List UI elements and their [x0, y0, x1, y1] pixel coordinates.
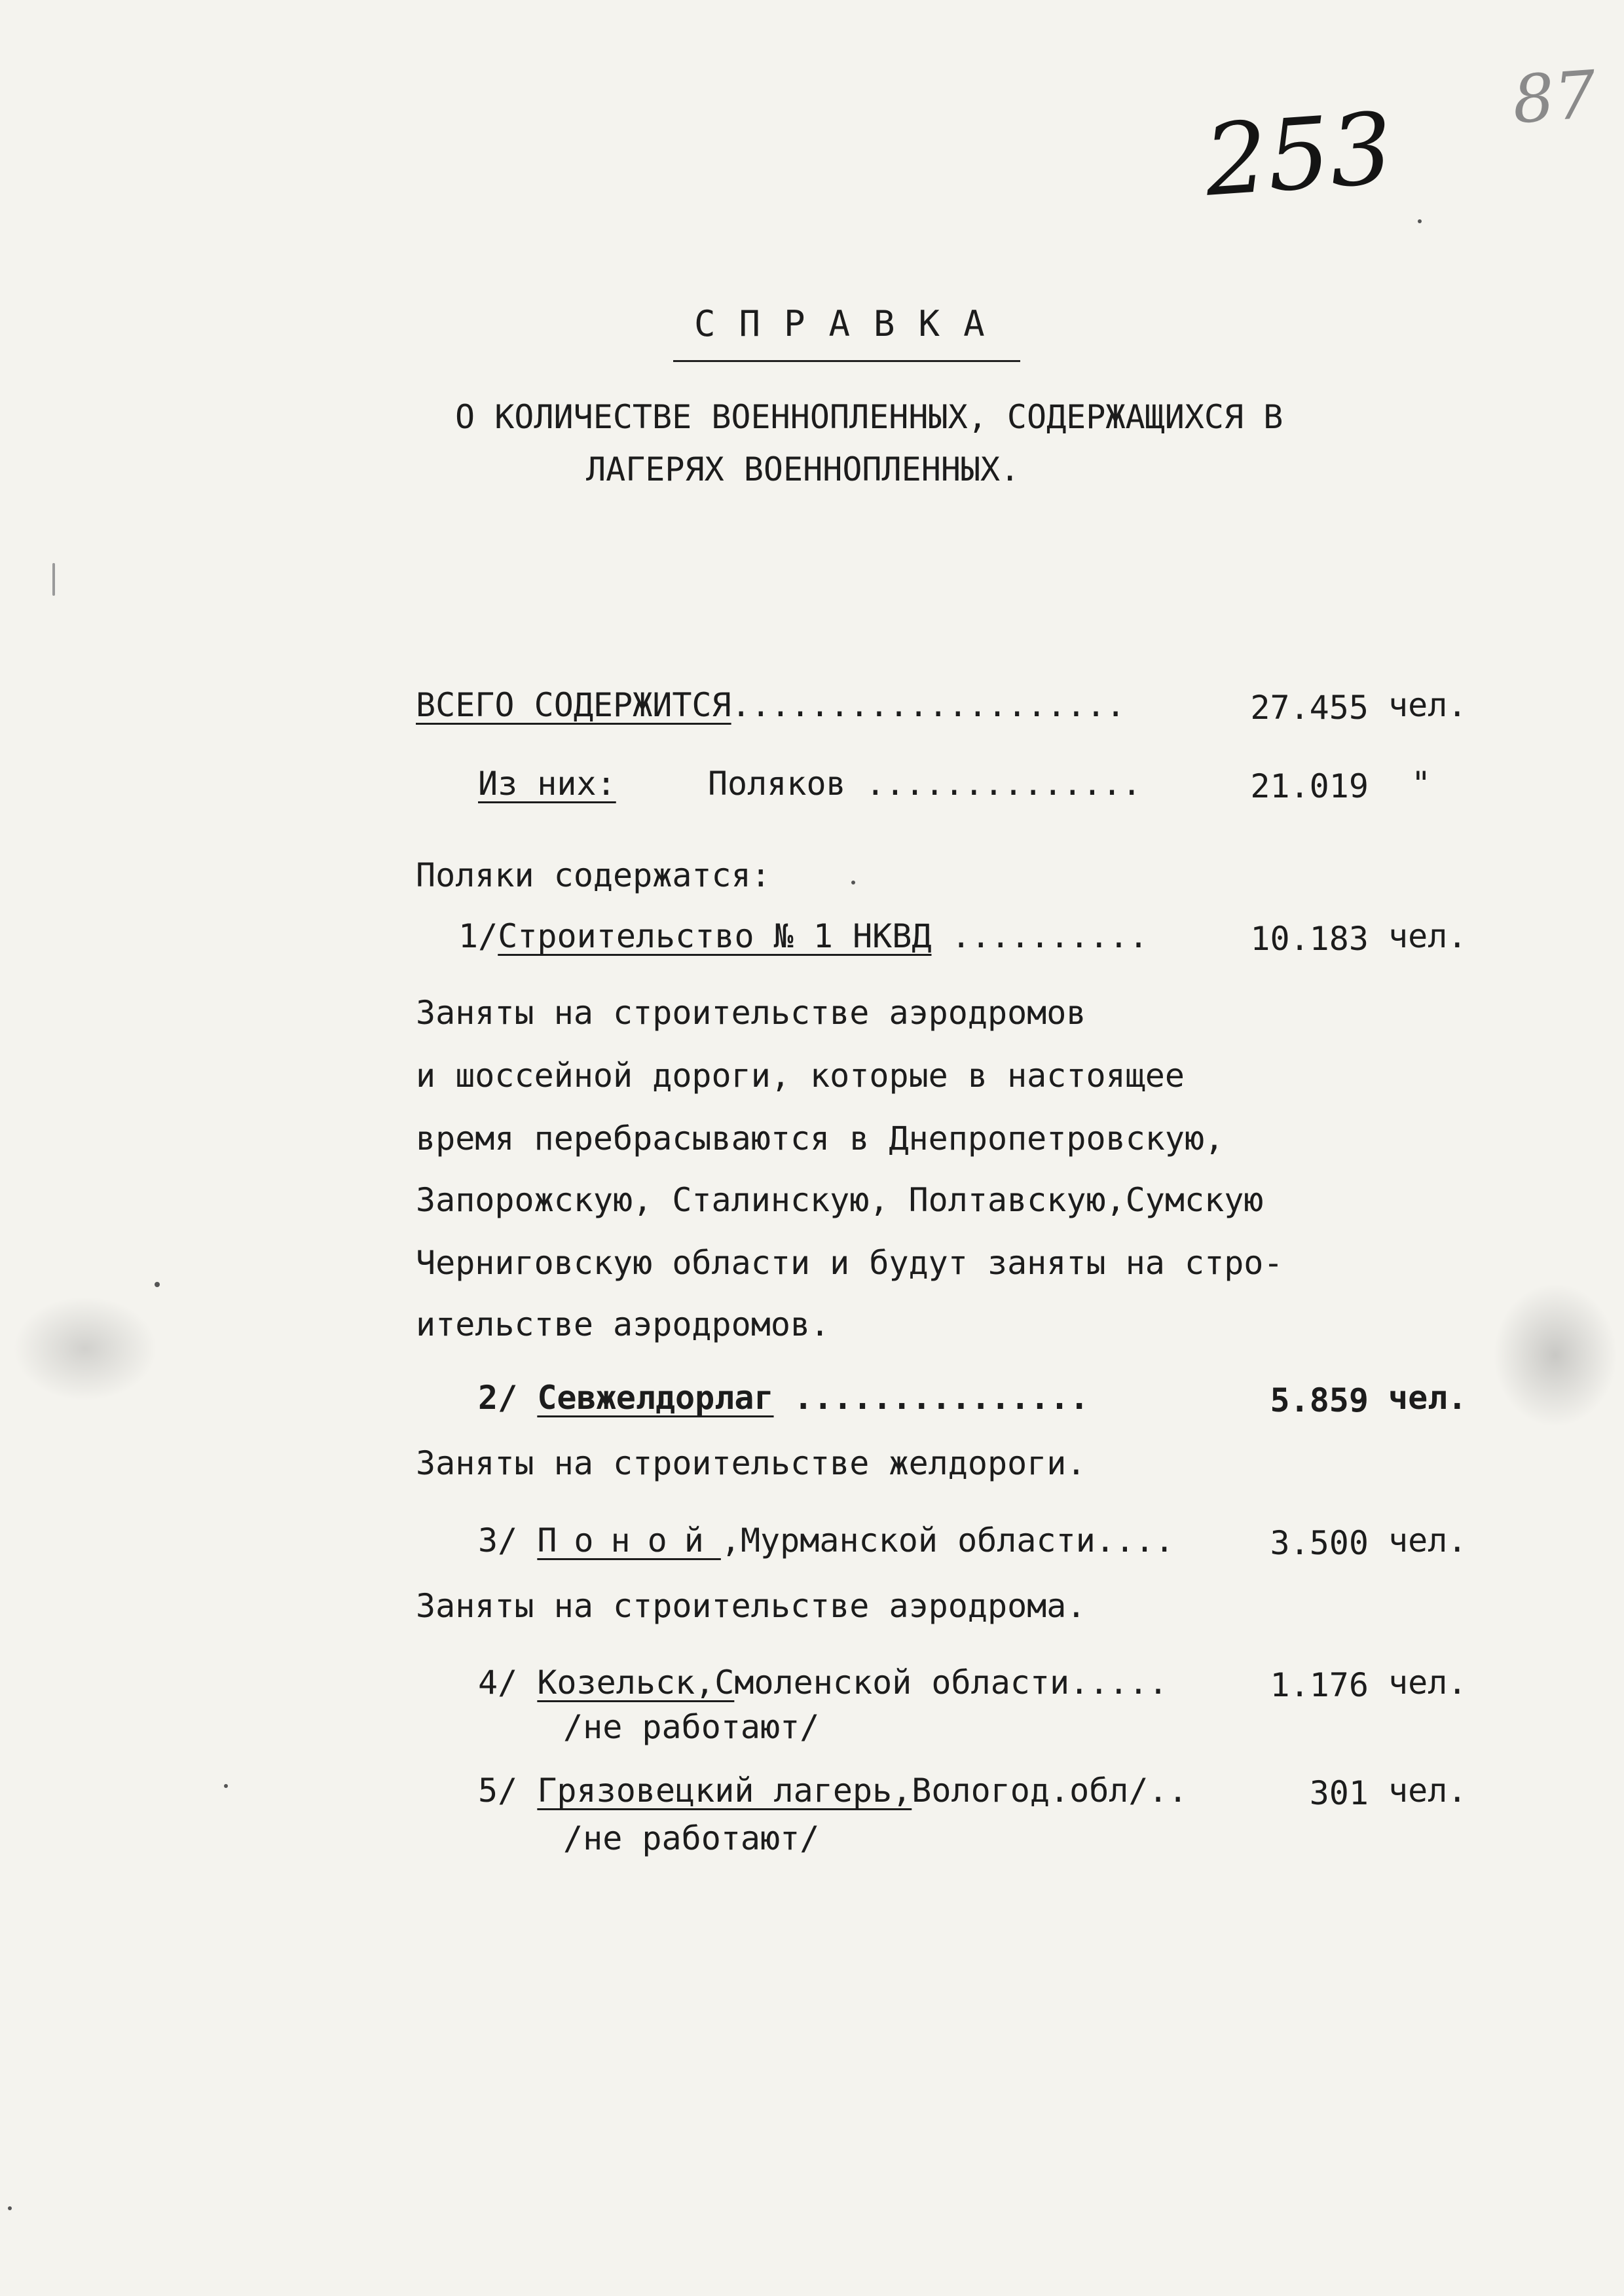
- entry-4-name: Козельск,С: [537, 1664, 735, 1702]
- scan-speck: [851, 881, 855, 884]
- total-unit: чел.: [1388, 686, 1467, 724]
- entry-1-name: Строительство № 1 НКВД: [498, 917, 932, 955]
- entry-5-suffix: Вологод.обл/..: [912, 1772, 1188, 1810]
- entry-3-name: Поной: [537, 1522, 721, 1559]
- entry-1-note-1: Заняты на строительстве аэродромов: [416, 994, 1086, 1032]
- scan-smudge-right: [1493, 1283, 1617, 1427]
- entry-3-note-1: Заняты на строительстве аэродрома.: [416, 1587, 1086, 1625]
- entry-3-value: 3.500: [1270, 1524, 1369, 1562]
- scan-speck: [8, 2206, 12, 2210]
- poles-header: Поляки содержатся:: [416, 856, 771, 894]
- entry-1-note-4: Запорожскую, Сталинскую, Полтавскую,Сумскую: [416, 1181, 1264, 1219]
- entry-4-unit: чел.: [1388, 1664, 1467, 1702]
- entry-1-number: 1/: [458, 917, 498, 955]
- total-value: 27.455: [1250, 689, 1369, 727]
- entry-1-note-5: Черниговскую области и будут заняты на стро-: [416, 1244, 1283, 1282]
- poles-label: Поляков: [707, 765, 846, 803]
- scan-smudge-left: [13, 1296, 157, 1401]
- entry-3-number: 3/: [478, 1522, 518, 1559]
- total-row: [416, 686, 1126, 724]
- entry-2-number: 2/: [478, 1379, 518, 1417]
- entry-1-note-6: ительстве аэродромов.: [416, 1305, 830, 1343]
- document-subtitle-line2: ЛАГЕРЯХ ВОЕННОПЛЕННЫХ.: [586, 450, 1020, 488]
- entry-1-dots: ..........: [931, 917, 1149, 955]
- entry-1-unit: чел.: [1388, 917, 1467, 955]
- scan-speck: [155, 1282, 160, 1287]
- total-dots: ....................: [731, 686, 1126, 724]
- scan-speck: [52, 563, 55, 596]
- document-subtitle-line1: О КОЛИЧЕСТВЕ ВОЕННОПЛЕННЫХ, СОДЕРЖАЩИХСЯ В: [455, 398, 1283, 436]
- entry-2-row: [478, 1379, 1090, 1417]
- entry-5-row: [478, 1772, 1188, 1810]
- entry-4-value: 1.176: [1270, 1666, 1369, 1704]
- entry-4-number: 4/: [478, 1664, 518, 1702]
- entry-5-name: Грязовецкий лагерь,: [537, 1772, 912, 1810]
- entry-3-row: [478, 1524, 1174, 1557]
- pencil-page-number: 87: [1510, 56, 1599, 139]
- entry-2-value: 5.859: [1270, 1381, 1369, 1419]
- of-them-label: Из них:: [478, 765, 616, 803]
- entry-3-suffix: ,Мурманской области....: [720, 1522, 1175, 1559]
- entry-5-value: 301: [1309, 1774, 1369, 1812]
- entry-4-row: [478, 1664, 1168, 1702]
- folio-number-handwritten: 253: [1201, 92, 1397, 219]
- entry-2-note-1: Заняты на строительстве желдороги.: [416, 1444, 1086, 1482]
- entry-4-suffix: моленской области.....: [734, 1664, 1168, 1702]
- poles-value: 21.019: [1250, 767, 1369, 805]
- entry-5-number: 5/: [478, 1772, 518, 1810]
- entry-4-note-1: /не работают/: [563, 1708, 820, 1746]
- total-label: ВСЕГО СОДЕРЖИТСЯ: [416, 686, 731, 724]
- entry-1-row: [458, 917, 1149, 955]
- entry-1-note-2: и шоссейной дороги, которые в настоящее: [416, 1057, 1185, 1095]
- entry-1-note-3: время перебрасываются в Днепропетровскую,: [416, 1120, 1225, 1157]
- entry-5-note-1: /не работают/: [563, 1819, 820, 1857]
- of-them-row: [478, 765, 1142, 803]
- entry-1-value: 10.183: [1250, 920, 1369, 958]
- entry-3-unit: чел.: [1388, 1522, 1467, 1559]
- entry-2-dots: ...............: [773, 1379, 1090, 1417]
- title-underline: [673, 360, 1020, 362]
- poles-dots: ..............: [865, 765, 1142, 803]
- poles-unit: ": [1411, 765, 1431, 803]
- document-title: СПРАВКА: [694, 303, 1008, 344]
- entry-2-unit: чел.: [1388, 1379, 1467, 1417]
- entry-2-name: Севжелдорлаг: [537, 1379, 774, 1417]
- entry-5-unit: чел.: [1388, 1772, 1467, 1810]
- scan-speck: [1418, 219, 1422, 223]
- scan-speck: [224, 1784, 228, 1788]
